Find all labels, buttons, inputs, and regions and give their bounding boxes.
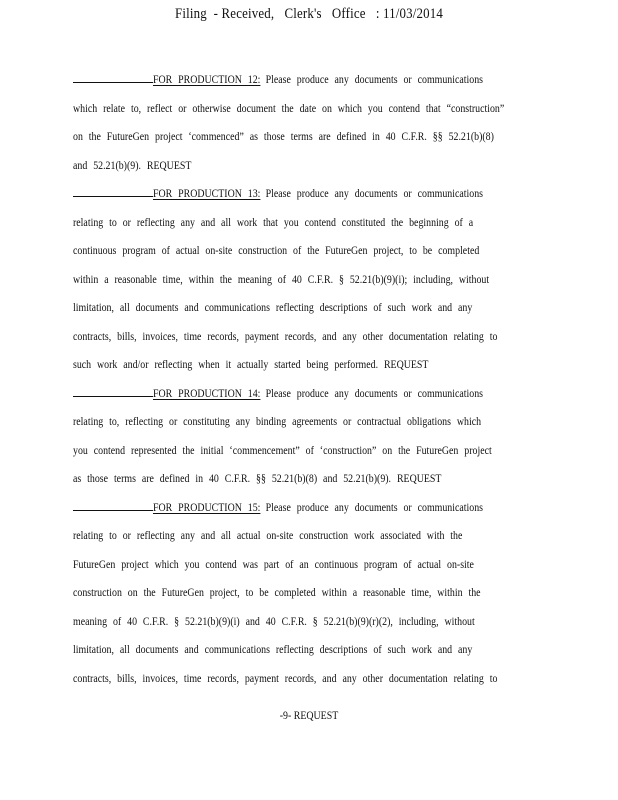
text-line: contracts, bills, invoices, time records, payment records, and any other documentation relating to — [73, 672, 498, 685]
filing-stamp-header: Filing - Received, Clerk's Office : 11/03/2014 — [175, 6, 443, 22]
blank-line — [73, 184, 153, 197]
text-line: meaning of 40 C.F.R. § 52.21(b)(9)(i) and 40 C.F.R. § 52.21(b)(9)(r)(2), including, without — [73, 615, 475, 628]
text-line: within a reasonable time, within the meaning of 40 C.F.R. § 52.21(b)(9)(i); including, without — [73, 273, 490, 286]
document-body — [73, 70, 543, 697]
blank-line — [73, 384, 153, 397]
text-line: as those terms are defined in 40 C.F.R. §§ 52.21(b)(8) and 52.21(b)(9). REQUEST — [73, 473, 442, 485]
text-line: contracts, bills, invoices, time records, payment records, and any other documentation relating to — [73, 330, 498, 343]
request-label: FOR PRODUCTION 12: — [152, 74, 261, 86]
request-heading — [73, 498, 543, 527]
text-line: you contend represented the initial ‘commencement” of ‘construction” on the FutureGen project — [73, 444, 492, 457]
text-line: limitation, all documents and communications reflecting descriptions of such work and any — [73, 302, 473, 314]
text-line: FutureGen project which you contend was part of an continuous program of actual on-site — [73, 558, 474, 571]
text-line: on the FutureGen project ‘commenced” as those terms are defined in 40 C.F.R. §§ 52.21(b)(8) — [73, 131, 494, 143]
text-line: construction on the FutureGen project, to be completed within a reasonable time, within the — [73, 587, 481, 599]
text-line: which relate to, reflect or otherwise document the date on which you contend that “construction” — [73, 102, 505, 115]
request-label: FOR PRODUCTION 15: — [152, 501, 261, 514]
request-heading — [73, 184, 543, 213]
text-line: and 52.21(b)(9). REQUEST — [73, 159, 192, 172]
request-heading — [73, 384, 543, 413]
request-label: FOR PRODUCTION 13: — [152, 188, 261, 200]
request-first-line-text: Please produce any documents or communications — [265, 501, 484, 514]
text-line: such work and/or reflecting when it actually started being performed. REQUEST — [73, 359, 429, 371]
request-label: FOR PRODUCTION 14: — [152, 387, 261, 400]
request-first-line-text: Please produce any documents or communications — [265, 387, 484, 400]
request-first-line-text: Please produce any documents or communications — [265, 74, 484, 86]
text-line: relating to or reflecting any and all work that you contend constituted the beginning of a — [73, 216, 474, 229]
text-line: limitation, all documents and communications reflecting descriptions of such work and any — [73, 644, 473, 656]
text-line: continuous program of actual on-site construction of the FutureGen project, to be completed — [73, 245, 480, 257]
page-footer: -9- REQUEST — [279, 710, 339, 722]
blank-line — [73, 70, 153, 83]
request-first-line-text: Please produce any documents or communications — [265, 188, 484, 200]
blank-line — [73, 498, 153, 511]
request-heading — [73, 70, 543, 99]
text-line: relating to, reflecting or constituting any binding agreements or contractual obligations which — [73, 416, 482, 428]
text-line: relating to or reflecting any and all actual on-site construction work associated with the — [73, 530, 463, 542]
